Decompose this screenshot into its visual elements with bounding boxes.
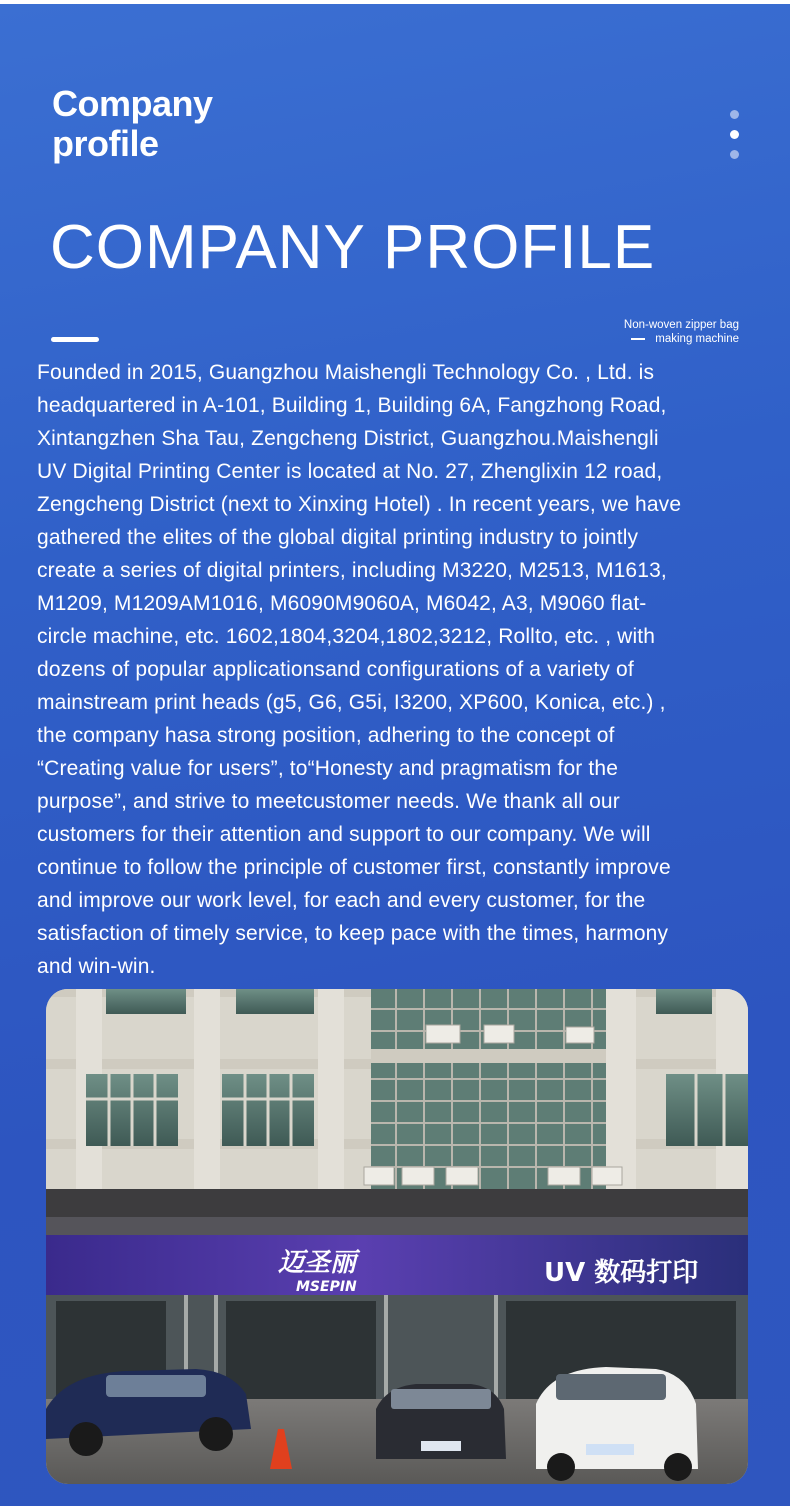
car-center: [376, 1384, 506, 1459]
company-building-photo: [46, 989, 748, 1484]
sign-brand-cn: 迈圣丽: [278, 1248, 357, 1278]
tagline-line-1: Non-woven zipper bag: [623, 319, 739, 331]
section-title-text: Company profile: [52, 83, 213, 164]
profile-description: Founded in 2015, Guangzhou Maishengli Technology Co. , Ltd. is headquartered in A-101, Building 1, Building 6A, Fangzhong Road, Xintangzhen Sha Tau, Zengcheng District, Guangzhou.Maishengli UV Digital Printing Center is located at No. 27, Zhenglixin 12 road, Zengcheng District (next to Xinxing Hotel) . In recent years, we have gathered the elites of the global digital printing industry to jointly create a series of digital printers, including M3220, M2513, M1613, M1209, M1209AM1016, M6090M9060A, M6042, A3, M9060 flat- circle machine, etc. 1602,1804,3204,1802,3212, Rollto, etc. , with dozens of popular applicationsand configurations of a variety of mainstream print heads (g5, G6, G5i, I3200, XP600, Konica, etc.) , the company hasa strong position, adhering to the concept of “Creating value for users”, to“Honesty and pragmatism for the purpose”, and strive to meetcustomer needs. We thank all our customers for their attention and support to our company. We will continue to follow the principle of customer first, constantly improve and improve our work level, for each and every customer, for the satisfaction of timely service, to keep pace with the times, harmony and win-win.: [37, 361, 682, 978]
car-right: [536, 1367, 698, 1481]
carousel-dot-2[interactable]: [730, 130, 739, 139]
page-heading: COMPANY PROFILE: [50, 213, 656, 282]
heading-underline: [51, 337, 99, 342]
tagline-line-2: [605, 332, 739, 346]
product-tagline: [605, 318, 739, 346]
carousel-dot-3[interactable]: [730, 150, 739, 159]
sign-brand-en: MSEPIN: [296, 1279, 357, 1295]
company-profile-panel: [0, 4, 790, 1506]
section-title: [52, 84, 213, 164]
carousel-dot-1[interactable]: [730, 110, 739, 119]
sign-uv-print: UV 数码打印: [544, 1258, 699, 1288]
tagline-dash: [631, 338, 645, 340]
building-illustration: [46, 989, 748, 1484]
carousel-dots[interactable]: [730, 110, 740, 170]
tagline-line-2-text: making machine: [655, 333, 739, 345]
